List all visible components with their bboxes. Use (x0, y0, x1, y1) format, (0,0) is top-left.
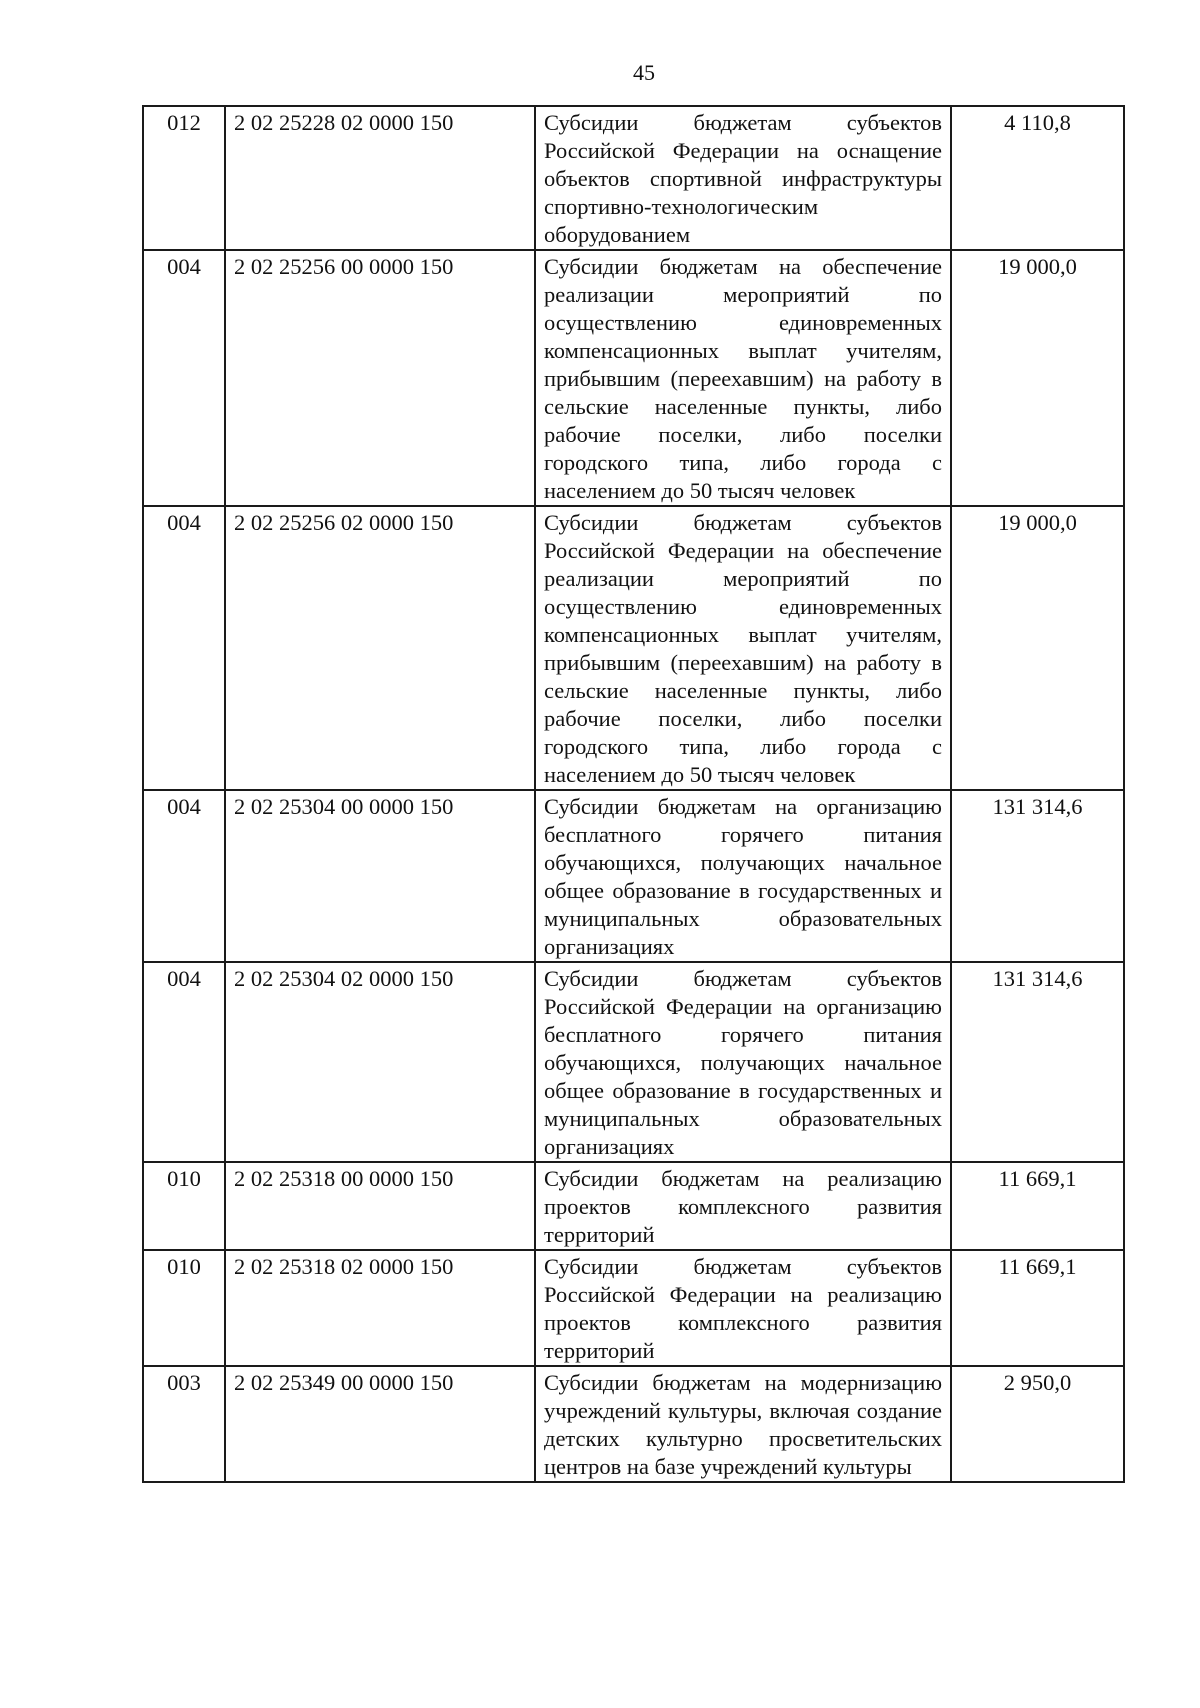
admin-code-cell: 004 (143, 250, 225, 506)
table-row (143, 962, 1124, 1162)
revenue-description-cell: Субсидии бюджетам субъектов Российской Федерации на обеспечение реализации мероприятий по осуществлению единовременных компенсационных выплат учителям, прибывшим (переехавшим) на работу в сельские населенные пункты, либо рабочие поселки, либо поселки городского типа, либо города с населением до 50 тысяч человек (535, 506, 951, 790)
budget-classification-code-cell: 2 02 25256 00 0000 150 (225, 250, 535, 506)
admin-code-cell: 004 (143, 962, 225, 1162)
amount-cell: 131 314,6 (951, 790, 1124, 962)
revenue-description-cell: Субсидии бюджетам на реализацию проектов комплексного развития территорий (535, 1162, 951, 1250)
revenue-description-cell: Субсидии бюджетам на организацию бесплатного горячего питания обучающихся, получающих начальное общее образование в государственных и муниципальных образовательных организациях (535, 790, 951, 962)
table-row (143, 1366, 1124, 1482)
budget-classification-code-cell: 2 02 25318 02 0000 150 (225, 1250, 535, 1366)
amount-cell: 4 110,8 (951, 106, 1124, 250)
admin-code-cell: 004 (143, 790, 225, 962)
table-row (143, 1250, 1124, 1366)
amount-cell: 2 950,0 (951, 1366, 1124, 1482)
admin-code-cell: 004 (143, 506, 225, 790)
budget-classification-code-cell: 2 02 25304 00 0000 150 (225, 790, 535, 962)
budget-classification-code-cell: 2 02 25349 00 0000 150 (225, 1366, 535, 1482)
revenue-description-cell: Субсидии бюджетам субъектов Российской Федерации на реализацию проектов комплексного развития территорий (535, 1250, 951, 1366)
budget-revenue-table (142, 105, 1125, 1483)
table-row (143, 506, 1124, 790)
table-row (143, 1162, 1124, 1250)
table-row (143, 790, 1124, 962)
revenue-description-cell: Субсидии бюджетам на обеспечение реализации мероприятий по осуществлению единовременных компенсационных выплат учителям, прибывшим (переехавшим) на работу в сельские населенные пункты, либо рабочие поселки, либо поселки городского типа, либо города с населением до 50 тысяч человек (535, 250, 951, 506)
admin-code-cell: 010 (143, 1162, 225, 1250)
amount-cell: 131 314,6 (951, 962, 1124, 1162)
revenue-description-cell: Субсидии бюджетам субъектов Российской Федерации на оснащение объектов спортивной инфраструктуры спортивно-технологическим оборудованием (535, 106, 951, 250)
admin-code-cell: 012 (143, 106, 225, 250)
table-row (143, 250, 1124, 506)
admin-code-cell: 010 (143, 1250, 225, 1366)
budget-classification-code-cell: 2 02 25304 02 0000 150 (225, 962, 535, 1162)
budget-classification-code-cell: 2 02 25318 00 0000 150 (225, 1162, 535, 1250)
revenue-description-cell: Субсидии бюджетам субъектов Российской Федерации на организацию бесплатного горячего питания обучающихся, получающих начальное общее образование в государственных и муниципальных образовательных организациях (535, 962, 951, 1162)
budget-classification-code-cell: 2 02 25228 02 0000 150 (225, 106, 535, 250)
page-number: 45 (633, 60, 655, 85)
table-row (143, 106, 1124, 250)
amount-cell: 11 669,1 (951, 1162, 1124, 1250)
revenue-description-cell: Субсидии бюджетам на модернизацию учреждений культуры, включая создание детских культурно просветительских центров на базе учреждений культуры (535, 1366, 951, 1482)
amount-cell: 11 669,1 (951, 1250, 1124, 1366)
admin-code-cell: 003 (143, 1366, 225, 1482)
budget-classification-code-cell: 2 02 25256 02 0000 150 (225, 506, 535, 790)
amount-cell: 19 000,0 (951, 250, 1124, 506)
amount-cell: 19 000,0 (951, 506, 1124, 790)
